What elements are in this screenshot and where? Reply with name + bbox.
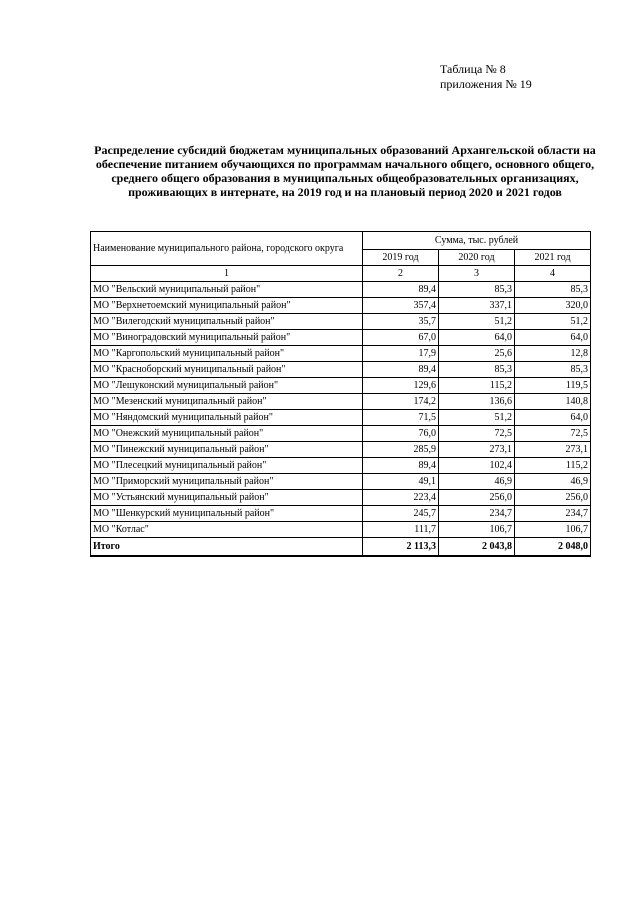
table-row (91, 522, 591, 538)
amount-2021: 85,3 (515, 362, 591, 378)
table-row (91, 458, 591, 474)
total-2021: 2 048,0 (515, 538, 591, 557)
table-row (91, 394, 591, 410)
municipality-name: МО "Вилегодский муниципальный район" (91, 314, 363, 330)
municipality-name: МО "Котлас" (91, 522, 363, 538)
subsidies-table (90, 231, 591, 557)
amount-2020: 25,6 (439, 346, 515, 362)
table-row (91, 506, 591, 522)
table-body (91, 282, 591, 557)
amount-2020: 85,3 (439, 282, 515, 298)
amount-2019: 71,5 (363, 410, 439, 426)
appendix-number: приложения № 19 (440, 77, 532, 91)
amount-2019: 245,7 (363, 506, 439, 522)
table-row (91, 442, 591, 458)
amount-2021: 320,0 (515, 298, 591, 314)
amount-2019: 35,7 (363, 314, 439, 330)
column-number-2: 2 (363, 266, 439, 282)
column-header-2020: 2020 год (439, 250, 515, 266)
municipality-name: МО "Плесецкий муниципальный район" (91, 458, 363, 474)
amount-2020: 234,7 (439, 506, 515, 522)
amount-2020: 102,4 (439, 458, 515, 474)
amount-2021: 12,8 (515, 346, 591, 362)
amount-2020: 136,6 (439, 394, 515, 410)
amount-2020: 273,1 (439, 442, 515, 458)
amount-2020: 51,2 (439, 410, 515, 426)
table-row (91, 298, 591, 314)
column-header-2021: 2021 год (515, 250, 591, 266)
amount-2020: 64,0 (439, 330, 515, 346)
amount-2021: 273,1 (515, 442, 591, 458)
amount-2020: 115,2 (439, 378, 515, 394)
amount-2020: 337,1 (439, 298, 515, 314)
amount-2021: 46,9 (515, 474, 591, 490)
table-row (91, 282, 591, 298)
amount-2021: 51,2 (515, 314, 591, 330)
table-row (91, 426, 591, 442)
document-title: Распределение субсидий бюджетам муниципальных образований Архангельской области на обеспечение питанием обучающихся по программам начального общего, основного общего, среднего общего образования в муниципальных общеобразовательных организациях, проживающих в интернате, на 2019 год и на плановый период 2020 и 2021 годов (94, 143, 596, 199)
amount-2021: 72,5 (515, 426, 591, 442)
table-row (91, 314, 591, 330)
amount-2019: 89,4 (363, 362, 439, 378)
municipality-name: МО "Шенкурский муниципальный район" (91, 506, 363, 522)
amount-2021: 256,0 (515, 490, 591, 506)
municipality-name: МО "Пинежский муниципальный район" (91, 442, 363, 458)
municipality-name: МО "Лешуконский муниципальный район" (91, 378, 363, 394)
municipality-name: МО "Красноборский муниципальный район" (91, 362, 363, 378)
amount-2019: 129,6 (363, 378, 439, 394)
amount-2021: 64,0 (515, 330, 591, 346)
column-number-4: 4 (515, 266, 591, 282)
column-number-1: 1 (91, 266, 363, 282)
amount-2019: 89,4 (363, 282, 439, 298)
amount-2019: 285,9 (363, 442, 439, 458)
amount-2021: 119,5 (515, 378, 591, 394)
municipality-name: МО "Устьянский муниципальный район" (91, 490, 363, 506)
amount-2020: 106,7 (439, 522, 515, 538)
table-row (91, 346, 591, 362)
amount-2021: 115,2 (515, 458, 591, 474)
amount-2020: 51,2 (439, 314, 515, 330)
amount-2020: 256,0 (439, 490, 515, 506)
total-row (91, 538, 591, 557)
table-row (91, 410, 591, 426)
amount-2019: 49,1 (363, 474, 439, 490)
amount-2019: 76,0 (363, 426, 439, 442)
amount-2021: 85,3 (515, 282, 591, 298)
amount-2019: 357,4 (363, 298, 439, 314)
amount-2019: 17,9 (363, 346, 439, 362)
table-row (91, 490, 591, 506)
amount-2020: 72,5 (439, 426, 515, 442)
amount-2021: 106,7 (515, 522, 591, 538)
total-2019: 2 113,3 (363, 538, 439, 557)
municipality-name: МО "Приморский муниципальный район" (91, 474, 363, 490)
column-header-sum: Сумма, тыс. рублей (363, 232, 591, 250)
amount-2020: 85,3 (439, 362, 515, 378)
amount-2019: 223,4 (363, 490, 439, 506)
municipality-name: МО "Каргопольский муниципальный район" (91, 346, 363, 362)
table-header (91, 232, 591, 282)
municipality-name: МО "Вельский муниципальный район" (91, 282, 363, 298)
municipality-name: МО "Няндомский муниципальный район" (91, 410, 363, 426)
total-2020: 2 043,8 (439, 538, 515, 557)
municipality-name: МО "Виноградовский муниципальный район" (91, 330, 363, 346)
column-number-3: 3 (439, 266, 515, 282)
table-row (91, 362, 591, 378)
column-header-2019: 2019 год (363, 250, 439, 266)
amount-2019: 89,4 (363, 458, 439, 474)
amount-2021: 140,8 (515, 394, 591, 410)
table-row (91, 378, 591, 394)
column-header-name: Наименование муниципального района, городского округа (91, 232, 363, 266)
table-row (91, 330, 591, 346)
table-number: Таблица № 8 (440, 62, 506, 76)
amount-2019: 174,2 (363, 394, 439, 410)
amount-2020: 46,9 (439, 474, 515, 490)
amount-2021: 234,7 (515, 506, 591, 522)
table-reference-note (440, 62, 532, 92)
amount-2021: 64,0 (515, 410, 591, 426)
amount-2019: 67,0 (363, 330, 439, 346)
table-row (91, 474, 591, 490)
total-label: Итого (91, 538, 363, 557)
municipality-name: МО "Верхнетоемский муниципальный район" (91, 298, 363, 314)
municipality-name: МО "Онежский муниципальный район" (91, 426, 363, 442)
amount-2019: 111,7 (363, 522, 439, 538)
municipality-name: МО "Мезенский муниципальный район" (91, 394, 363, 410)
